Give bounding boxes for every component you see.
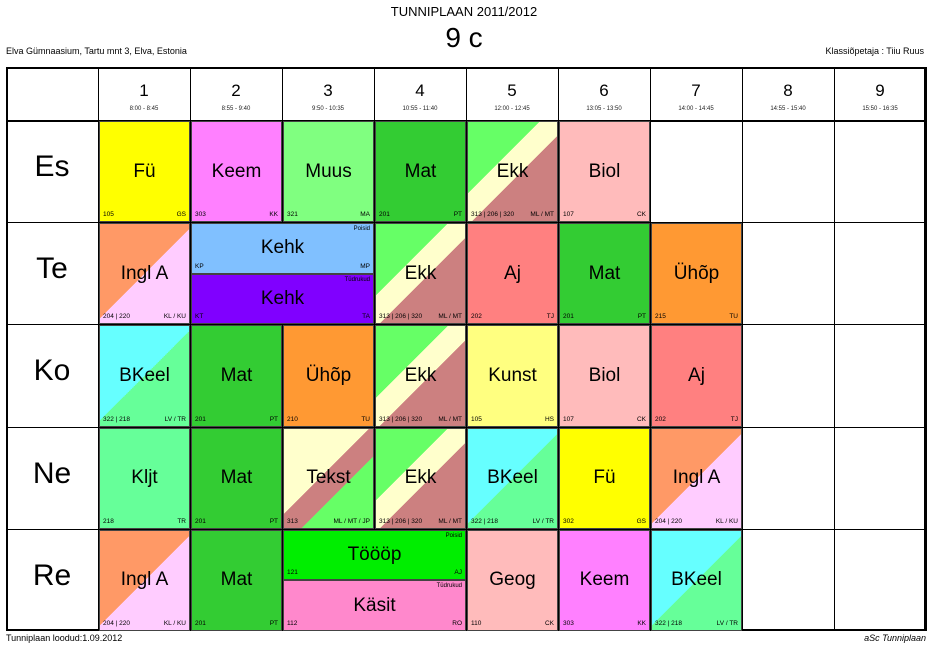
lesson-cell[interactable] bbox=[467, 223, 558, 324]
period-header bbox=[742, 67, 834, 120]
lesson-room: 313 | 206 | 320 bbox=[379, 517, 423, 525]
lesson-subject: Kehk bbox=[260, 288, 305, 310]
lesson-subject: Aj bbox=[504, 262, 521, 284]
period-time: 14:00 - 14:45 bbox=[678, 106, 714, 112]
lesson-subject: Ekk bbox=[496, 160, 529, 182]
lesson-room: 322 | 218 bbox=[471, 517, 498, 525]
lesson-subject: Tekst bbox=[306, 467, 351, 489]
day-label: Ne bbox=[32, 456, 72, 490]
period-number: 4 bbox=[415, 81, 425, 100]
lesson-cell[interactable] bbox=[559, 325, 650, 426]
lesson-room: 313 | 206 | 320 bbox=[471, 211, 515, 219]
lesson-subject: Muus bbox=[305, 160, 352, 182]
schedule-title: TUNNIPLAAN 2011/2012 bbox=[390, 4, 538, 19]
period-time: 10:55 - 11:40 bbox=[402, 106, 438, 112]
lesson-room: 313 | 206 | 320 bbox=[379, 313, 423, 321]
created-date: Tunniplaan loodud:1.09.2012 bbox=[6, 633, 123, 643]
lesson-cell[interactable] bbox=[191, 274, 374, 325]
lesson-room: KP bbox=[195, 262, 204, 270]
lesson-room: 210 bbox=[287, 415, 298, 423]
lesson-cell[interactable] bbox=[651, 428, 742, 529]
period-header bbox=[190, 67, 282, 120]
lesson-teacher: KK bbox=[637, 619, 646, 627]
day-label: Es bbox=[34, 150, 70, 183]
lesson-cell[interactable] bbox=[375, 325, 466, 426]
lesson-teacher: GS bbox=[176, 211, 186, 219]
lesson-cell[interactable] bbox=[99, 325, 190, 426]
lesson-room: 112 bbox=[287, 619, 298, 627]
period-number: 9 bbox=[875, 81, 885, 100]
app-name: aSc Tunniplaan bbox=[864, 633, 926, 643]
lesson-teacher: AJ bbox=[454, 569, 462, 577]
lesson-teacher: ML / MT bbox=[438, 415, 462, 423]
lesson-teacher: MA bbox=[360, 211, 370, 219]
period-time: 8:55 - 9:40 bbox=[221, 106, 251, 112]
lesson-room: 215 bbox=[655, 313, 666, 321]
lesson-subject: Keem bbox=[211, 160, 262, 182]
period-header bbox=[558, 67, 650, 120]
lesson-subject: Ekk bbox=[404, 467, 437, 489]
lesson-room: 105 bbox=[103, 211, 114, 219]
lesson-subject: Töööp bbox=[347, 544, 402, 566]
lesson-cell[interactable] bbox=[191, 223, 374, 274]
lesson-cell[interactable] bbox=[99, 530, 190, 631]
lesson-subject: Aj bbox=[688, 364, 705, 386]
lesson-cell[interactable] bbox=[99, 428, 190, 529]
lesson-room: 204 | 220 bbox=[655, 517, 682, 525]
lesson-subject: BKeel bbox=[119, 364, 170, 386]
lesson-subject: BKeel bbox=[487, 467, 538, 489]
lesson-subject: Käsit bbox=[353, 594, 396, 616]
period-number: 3 bbox=[323, 81, 333, 100]
lesson-cell[interactable] bbox=[283, 428, 374, 529]
lesson-cell[interactable] bbox=[191, 428, 282, 529]
lesson-subject: BKeel bbox=[671, 569, 722, 591]
lesson-teacher: CK bbox=[636, 211, 646, 219]
class-name: 9 c bbox=[445, 22, 483, 53]
lesson-teacher: ML / MT bbox=[530, 211, 554, 219]
lesson-group: Tüdrukud bbox=[344, 276, 370, 283]
lesson-teacher: ML / MT bbox=[438, 517, 462, 525]
period-header bbox=[834, 67, 926, 120]
lesson-teacher: GS bbox=[636, 517, 646, 525]
school-name: Elva Gümnaasium, Tartu mnt 3, Elva, Estonia bbox=[6, 46, 187, 56]
lesson-teacher: ML / MT / JP bbox=[333, 517, 370, 525]
period-number: 7 bbox=[691, 81, 701, 100]
lesson-teacher: HS bbox=[544, 415, 554, 423]
lesson-room: 105 bbox=[471, 415, 482, 423]
lesson-room: 303 bbox=[563, 619, 574, 627]
lesson-subject: Ingl A bbox=[120, 569, 169, 591]
timetable-grid bbox=[6, 67, 926, 631]
lesson-cell[interactable] bbox=[467, 121, 558, 222]
lesson-room: 321 bbox=[287, 211, 298, 219]
lesson-teacher: RO bbox=[452, 619, 462, 627]
lesson-cell[interactable] bbox=[559, 223, 650, 324]
lesson-teacher: MP bbox=[360, 262, 370, 270]
lesson-teacher: TU bbox=[729, 313, 738, 321]
period-number: 6 bbox=[599, 81, 609, 100]
period-number: 8 bbox=[783, 81, 793, 100]
lesson-room: 322 | 218 bbox=[103, 415, 130, 423]
lesson-room: 201 bbox=[195, 619, 206, 627]
lesson-subject: Biol bbox=[588, 160, 621, 182]
lesson-subject: Fü bbox=[593, 467, 616, 489]
lesson-room: 202 bbox=[471, 313, 482, 321]
lesson-cell[interactable] bbox=[283, 530, 466, 581]
lesson-subject: Mat bbox=[220, 569, 253, 591]
lesson-cell[interactable] bbox=[559, 428, 650, 529]
lesson-teacher: LV / TR bbox=[164, 415, 186, 423]
lesson-cell[interactable] bbox=[283, 580, 466, 631]
lesson-subject: Ekk bbox=[404, 262, 437, 284]
lesson-cell[interactable] bbox=[651, 530, 742, 631]
lesson-cell[interactable] bbox=[283, 325, 374, 426]
period-time: 9:50 - 10:35 bbox=[311, 106, 345, 112]
period-time: 14:55 - 15:40 bbox=[770, 106, 806, 112]
lesson-subject: Geog bbox=[489, 569, 536, 591]
lesson-subject: Kunst bbox=[488, 364, 537, 386]
lesson-subject: Mat bbox=[588, 262, 621, 284]
lesson-teacher: PT bbox=[453, 211, 462, 219]
class-teacher: Klassiõpetaja : Tiiu Ruus bbox=[825, 46, 924, 56]
lesson-room: 204 | 220 bbox=[103, 619, 130, 627]
lesson-teacher: TU bbox=[361, 415, 370, 423]
lesson-subject: Ingl A bbox=[672, 467, 721, 489]
lesson-cell[interactable] bbox=[283, 121, 374, 222]
lesson-cell[interactable] bbox=[559, 121, 650, 222]
lesson-room: 107 bbox=[563, 211, 574, 219]
day-label: Re bbox=[32, 558, 72, 592]
lesson-cell[interactable] bbox=[467, 530, 558, 631]
lesson-teacher: KK bbox=[269, 211, 278, 219]
period-number: 5 bbox=[507, 81, 517, 100]
lesson-subject: Kljt bbox=[131, 467, 158, 489]
lesson-subject: Ekk bbox=[404, 364, 437, 386]
lesson-room: KT bbox=[195, 313, 204, 321]
lesson-room: 201 bbox=[379, 211, 390, 219]
lesson-subject: Ingl A bbox=[120, 262, 169, 284]
lesson-room: 121 bbox=[287, 569, 298, 577]
lesson-subject: Ühõp bbox=[673, 262, 720, 284]
lesson-cell[interactable] bbox=[99, 223, 190, 324]
lesson-teacher: CK bbox=[544, 619, 554, 627]
lesson-room: 110 bbox=[471, 619, 482, 627]
lesson-room: 201 bbox=[563, 313, 574, 321]
lesson-cell[interactable] bbox=[191, 325, 282, 426]
period-time: 13:05 - 13:50 bbox=[586, 106, 622, 112]
lesson-teacher: PT bbox=[269, 619, 278, 627]
grid-line bbox=[926, 67, 927, 631]
lesson-teacher: TJ bbox=[546, 313, 554, 321]
grid-line bbox=[742, 67, 743, 631]
lesson-room: 313 bbox=[287, 517, 298, 525]
lesson-teacher: CK bbox=[636, 415, 646, 423]
period-header bbox=[374, 67, 466, 120]
period-time: 12:00 - 12:45 bbox=[494, 106, 530, 112]
lesson-room: 322 | 218 bbox=[655, 619, 682, 627]
lesson-teacher: PT bbox=[269, 415, 278, 423]
lesson-cell[interactable] bbox=[559, 530, 650, 631]
lesson-subject: Mat bbox=[220, 364, 253, 386]
period-header bbox=[282, 67, 374, 120]
lesson-subject: Biol bbox=[588, 364, 621, 386]
period-time: 15:50 - 16:35 bbox=[862, 106, 898, 112]
lesson-group: Tüdrukud bbox=[436, 583, 462, 590]
period-number: 2 bbox=[231, 81, 241, 100]
lesson-teacher: KL / KU bbox=[163, 313, 186, 321]
period-header bbox=[466, 67, 558, 120]
day-label: Ko bbox=[33, 354, 71, 388]
lesson-room: 313 | 206 | 320 bbox=[379, 415, 423, 423]
lesson-subject: Mat bbox=[220, 467, 253, 489]
lesson-subject: Mat bbox=[404, 160, 437, 182]
lesson-teacher: PT bbox=[269, 517, 278, 525]
lesson-cell[interactable] bbox=[651, 223, 742, 324]
lesson-cell[interactable] bbox=[467, 325, 558, 426]
period-number: 1 bbox=[139, 81, 149, 100]
lesson-room: 107 bbox=[563, 415, 574, 423]
lesson-subject: Keem bbox=[579, 569, 630, 591]
lesson-teacher: KL / KU bbox=[715, 517, 738, 525]
lesson-cell[interactable] bbox=[651, 325, 742, 426]
lesson-cell[interactable] bbox=[375, 121, 466, 222]
lesson-cell[interactable] bbox=[191, 121, 282, 222]
day-label: Te bbox=[36, 252, 68, 286]
lesson-teacher: LV / TR bbox=[532, 517, 554, 525]
lesson-teacher: LV / TR bbox=[716, 619, 738, 627]
lesson-teacher: TR bbox=[177, 517, 186, 525]
lesson-cell[interactable] bbox=[375, 223, 466, 324]
lesson-room: 201 bbox=[195, 415, 206, 423]
lesson-room: 201 bbox=[195, 517, 206, 525]
lesson-room: 303 bbox=[195, 211, 206, 219]
lesson-cell[interactable] bbox=[191, 530, 282, 631]
period-header bbox=[98, 67, 190, 120]
lesson-cell[interactable] bbox=[99, 121, 190, 222]
lesson-teacher: PT bbox=[637, 313, 646, 321]
period-time: 8:00 - 8:45 bbox=[129, 106, 159, 112]
lesson-teacher: KL / KU bbox=[163, 619, 186, 627]
lesson-group: Poisid bbox=[353, 226, 370, 233]
lesson-cell[interactable] bbox=[375, 428, 466, 529]
grid-line bbox=[834, 67, 835, 631]
lesson-cell[interactable] bbox=[467, 428, 558, 529]
lesson-room: 218 bbox=[103, 517, 114, 525]
lesson-subject: Kehk bbox=[260, 237, 305, 259]
lesson-teacher: TJ bbox=[730, 415, 738, 423]
lesson-teacher: ML / MT bbox=[438, 313, 462, 321]
lesson-subject: Fü bbox=[133, 160, 156, 182]
lesson-group: Poisid bbox=[445, 532, 462, 539]
lesson-room: 302 bbox=[563, 517, 574, 525]
lesson-room: 202 bbox=[655, 415, 666, 423]
lesson-room: 204 | 220 bbox=[103, 313, 130, 321]
period-header bbox=[650, 67, 742, 120]
lesson-subject: Ühõp bbox=[305, 364, 352, 386]
lesson-teacher: TA bbox=[362, 313, 370, 321]
